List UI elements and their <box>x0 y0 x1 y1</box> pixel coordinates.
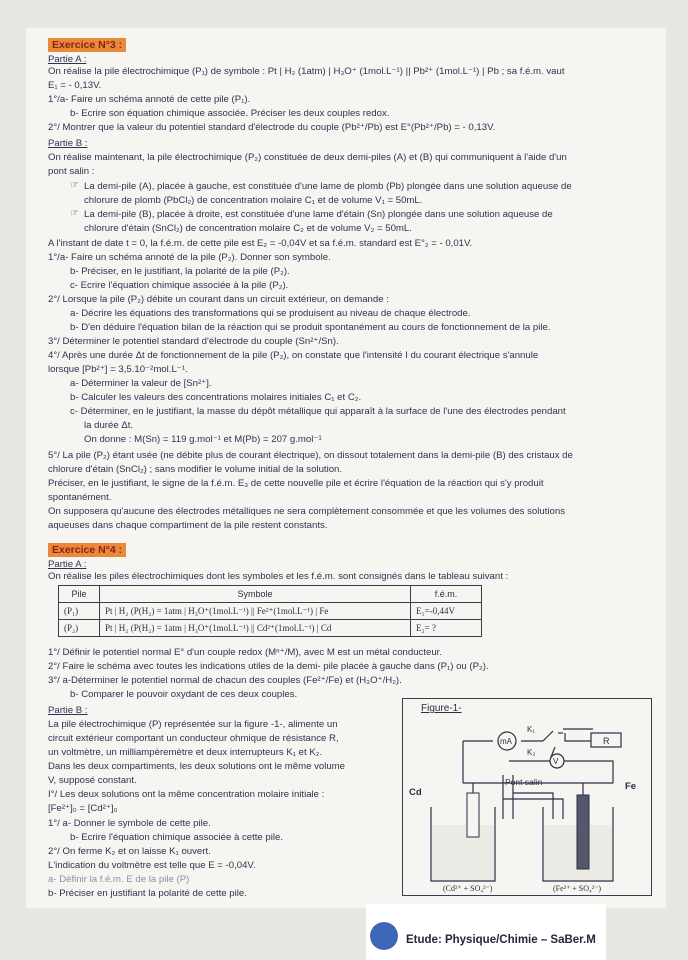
ex3-b-line: 3°/ Déterminer le potentiel standard d'électrode du couple (Sn²⁺/Sn). <box>48 336 339 347</box>
cd-solution <box>432 825 494 880</box>
ex3-b-line: b- Calculer les valeurs des concentrations molaires initiales C₁ et C₂. <box>70 392 362 403</box>
ex4-b-line: V, supposé constant. <box>48 775 137 786</box>
table-cell: (P₂) <box>59 620 100 637</box>
ex3-b-line: la durée Δt. <box>84 420 134 431</box>
ex4-b-line: La pile électrochimique (P) représentée sur la figure -1-, alimente un <box>48 719 338 730</box>
ma-label: mA <box>500 737 512 746</box>
ex4-b-line: L'indication du voltmètre est telle que E = -0,04V. <box>48 860 256 871</box>
salt-bridge-label: Pont salin <box>505 777 543 787</box>
ex3-b-line: a- Déterminer la valeur de [Sn²⁺]. <box>70 378 212 389</box>
table-row <box>59 620 482 637</box>
ex3-b-line: c- Déterminer, en le justifiant, la masse du dépôt métallique qui apparaît à la surface de l'une des électrodes pendant <box>70 406 566 417</box>
watermark-text: Etude: Physique/Chimie – SaBer.M <box>406 934 596 946</box>
ex3-b-line: A l'instant de date t = 0, la f.é.m. de cette pile est E₂ = -0,04V et sa f.é.m. standard est E°₂ = - 0,01V. <box>48 238 473 249</box>
ex3-b-line: spontanément. <box>48 492 112 503</box>
ex3-b-line: Préciser, en le justifiant, le signe de la f.é.m. E₃ de cette nouvelle pile et écrire l'équation de la réaction qui s'y produit <box>48 478 544 489</box>
ex3-bullet-a: La demi-pile (A), placée à gauche, est constituée d'une lame de plomb (Pb) plongée dans une solution aqueuse de <box>84 181 572 192</box>
ex3-b-line: 5°/ La pile (P₂) étant usée (ne débite plus de courant électrique), on dissout totalement dans la demi-pile (B) des cristaux de <box>48 450 573 461</box>
exercise-4-heading: Exercice N°4 : <box>48 543 126 557</box>
hand-pointer-icon: ☞ <box>70 208 79 219</box>
table-cell: E₂= ? <box>411 620 482 637</box>
circuit-diagram <box>403 699 651 895</box>
logo-icon <box>370 922 398 950</box>
ex3-bullet-a: chlorure de plomb (PbCl₂) de concentration molaire C₁ et de volume V₁ = 50mL. <box>84 195 423 206</box>
fe-electrode-label: Fe <box>625 781 637 792</box>
ex4-intro: On réalise les piles électrochimiques dont les symboles et les f.é.m. sont consignés dans le tableau suivant : <box>48 571 509 582</box>
ex4-b-line: circuit extérieur comportant un conducteur ohmique de résistance R, <box>48 733 339 744</box>
resistor-label: R <box>603 736 610 746</box>
exercise-3-heading: Exercice N°3 : <box>48 38 126 52</box>
ex4-a-question: 1°/ Définir le potentiel normal E° d'un couple redox (Mⁿ⁺/M), avec M est un métal conducteur. <box>48 647 443 658</box>
ex4-b-line: a- Définir la f.é.m. E de la pile (P) <box>48 874 190 885</box>
ex3-b-intro: On réalise maintenant, la pile électrochimique (P₂) constituée de deux demi-piles (A) et (B) qui communiquent à l'aide d'un <box>48 152 567 163</box>
fe-solution-label: (Fe²⁺ + SO₄²⁻) <box>553 884 602 893</box>
ex3-b-line: b- Préciser, en le justifiant, la polarité de la pile (P₂). <box>70 266 290 277</box>
ex3-b-line: 2°/ Lorsque la pile (P₂) débite un courant dans un circuit extérieur, on demande : <box>48 294 389 305</box>
ex4-b-line: 1°/ a- Donner le symbole de cette pile. <box>48 818 211 829</box>
ex3-a-question: 2°/ Montrer que la valeur du potentiel standard d'électrode du couple (Pb²⁺/Pb) est E°(Pb²⁺/Pb) = - 0,13V. <box>48 122 496 133</box>
table-header-cell: Pile <box>59 586 100 603</box>
figure-title: Figure-1- <box>421 703 462 714</box>
table-row <box>59 603 482 620</box>
hand-pointer-icon: ☞ <box>70 180 79 191</box>
ex4-b-line: b- Préciser en justifiant la polarité de cette pile. <box>48 888 247 899</box>
ex4-b-line: Dans les deux compartiments, les deux solutions ont le même volume <box>48 761 346 772</box>
table-cell: (P₁) <box>59 603 100 620</box>
table-cell: E₁=-0,44V <box>411 603 482 620</box>
ex4-b-line: I°/ Les deux solutions ont la même concentration molaire initiale : <box>48 789 325 800</box>
ex3-given-data: On donne : M(Sn) = 119 g.mol⁻¹ et M(Pb) = 207 g.mol⁻¹ <box>84 434 322 445</box>
ex3-b-line: aqueuses dans chaque compartiment de la pile restent constants. <box>48 520 328 531</box>
ex3-b-line: c- Ecrire l'équation chimique associée à la pile (P₂). <box>70 280 289 291</box>
ex3-b-line: chlorure d'étain (SnCl₂) ; sans modifier le volume initial de la solution. <box>48 464 343 475</box>
ex3-b-line: lorsque [Pb²⁺] = 3,5.10⁻²mol.L⁻¹. <box>48 364 188 375</box>
ex3-a-line: On réalise la pile électrochimique (P₁) de symbole : Pt | H₂ (1atm) | H₃O⁺ (1mol.L⁻¹) || Pb²⁺ (1mol.L⁻¹) | Pb ; sa f.é.m. vaut <box>48 66 565 77</box>
ex3-partie-b-label: Partie B : <box>48 138 88 149</box>
ex3-partie-a-label: Partie A : <box>48 54 87 65</box>
ex4-b-line: [Fe²⁺]₀ = [Cd²⁺]₀ <box>48 803 118 814</box>
k1-label: K₁ <box>527 725 536 734</box>
cd-solution-label: (Cd²⁺ + SO₄²⁻) <box>443 884 493 893</box>
ex3-b-line: On supposera qu'aucune des électrodes métalliques ne sera complètement consommée et que les volumes des solutions <box>48 506 565 517</box>
table-header-cell: f.é.m. <box>411 586 482 603</box>
ex3-a-question: b- Ecrire son équation chimique associée. Préciser les deux couples redox. <box>70 108 390 119</box>
ex3-b-line: a- Décrire les équations des transformations qui se produisent au niveau de chaque électrode. <box>70 308 471 319</box>
table-cell: Pt | H₂ (P(H₂) = 1atm | H₃O⁺(1mol.L⁻¹) || Fe²⁺(1mol.L⁻¹) | Fe <box>100 603 411 620</box>
table-header-row <box>59 586 482 603</box>
ex4-b-line: un voltmètre, un milliampèremètre et deux interrupteurs K₁ et K₂. <box>48 747 323 758</box>
ex4-a-question: b- Comparer le pouvoir oxydant de ces deux couples. <box>70 689 298 700</box>
fe-electrode <box>577 795 589 869</box>
table-cell: Pt | H₂ (P(H₂) = 1atm | H₃O⁺(1mol.L⁻¹) || Cd²⁺(1mol.L⁻¹) | Cd <box>100 620 411 637</box>
ex3-b-line: 4°/ Après une durée Δt de fonctionnement de la pile (P₂), on constate que l'intensité I du courant électrique s'annule <box>48 350 539 361</box>
ex3-b-intro: pont salin : <box>48 166 95 177</box>
k2-label: K₂ <box>527 748 536 757</box>
ex4-b-line: 2°/ On ferme K₂ et on laisse K₁ ouvert. <box>48 846 211 857</box>
cd-electrode-label: Cd <box>409 787 422 798</box>
ex3-a-question: 1°/a- Faire un schéma annoté de cette pile (P₁). <box>48 94 251 105</box>
ex4-a-question: 3°/ a-Déterminer le potentiel normal de chacun des couples (Fe²⁺/Fe) et (H₃O⁺/H₂). <box>48 675 402 686</box>
figure-1 <box>402 698 652 896</box>
piles-table <box>58 585 482 637</box>
table-header-cell: Symbole <box>100 586 411 603</box>
cd-electrode <box>467 793 479 837</box>
ex4-partie-b-label: Partie B : <box>48 705 88 716</box>
ex3-a-line: E₁ = - 0,13V. <box>48 80 102 91</box>
ex3-b-line: b- D'en déduire l'équation bilan de la réaction qui se produit spontanément au cours de fonctionnement de la pile. <box>70 322 551 333</box>
voltmeter-label: V <box>553 757 559 766</box>
ex3-bullet-b: La demi-pile (B), placée à droite, est constituée d'une lame d'étain (Sn) plongée dans une solution aqueuse de <box>84 209 553 220</box>
watermark-banner <box>366 904 606 960</box>
ex4-partie-a-label: Partie A : <box>48 559 87 570</box>
ex3-b-line: 1°/a- Faire un schéma annoté de la pile (P₂). Donner son symbole. <box>48 252 331 263</box>
ex3-bullet-b: chlorure d'étain (SnCl₂) de concentration molaire C₂ et de volume V₂ = 50mL. <box>84 223 412 234</box>
ex4-a-question: 2°/ Faire le schéma avec toutes les indications utiles de la demi- pile placée à gauche dans (P₁) ou (P₂). <box>48 661 489 672</box>
ex4-b-line: b- Ecrire l'équation chimique associée à cette pile. <box>70 832 284 843</box>
